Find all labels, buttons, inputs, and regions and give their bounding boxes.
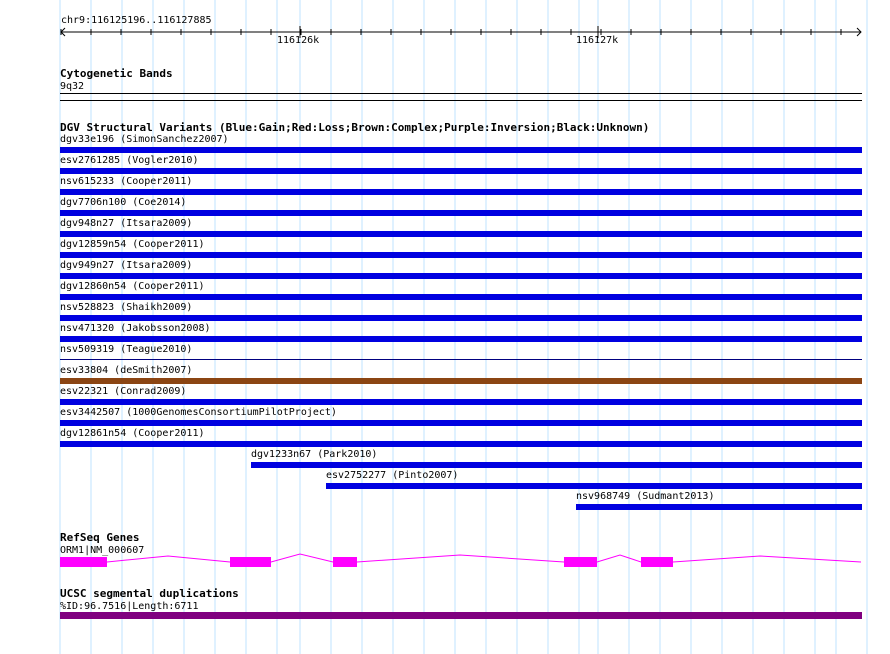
ruler-tick-label-2: 116127k xyxy=(576,35,619,46)
dgv-feature-bar[interactable] xyxy=(60,336,862,342)
dgv-feature-label: dgv12859n54 (Cooper2011) xyxy=(60,239,205,250)
segdup-track-title: UCSC segmental duplications xyxy=(60,587,239,600)
ruler-axis xyxy=(0,26,890,46)
exon-block xyxy=(333,557,357,567)
exon-block xyxy=(564,557,597,567)
dgv-feature-bar[interactable] xyxy=(60,231,862,237)
dgv-feature-bar[interactable] xyxy=(60,378,862,384)
exon-block xyxy=(641,557,673,567)
ruler-range-label: chr9:116125196..116127885 xyxy=(61,15,212,26)
ruler-tick-label-1: 116126k xyxy=(277,35,320,46)
dgv-track-title: DGV Structural Variants (Blue:Gain;Red:Loss;Brown:Complex;Purple:Inversion;Black:Unknown) xyxy=(60,121,650,134)
dgv-feature-label: dgv33e196 (SimonSanchez2007) xyxy=(60,134,229,145)
dgv-feature-label: nsv528823 (Shaikh2009) xyxy=(60,302,193,313)
dgv-feature-label: esv33804 (deSmith2007) xyxy=(60,365,193,376)
cyto-band-outline-bottom[interactable] xyxy=(60,100,862,101)
dgv-feature-bar[interactable] xyxy=(60,147,862,153)
exon-block xyxy=(230,557,271,567)
dgv-feature-bar[interactable] xyxy=(60,420,862,426)
dgv-feature-bar[interactable] xyxy=(60,168,862,174)
refseq-gene-model[interactable] xyxy=(0,552,890,572)
dgv-feature-label: nsv615233 (Cooper2011) xyxy=(60,176,193,187)
exon-block xyxy=(60,557,107,567)
dgv-feature-label: nsv968749 (Sudmant2013) xyxy=(576,491,715,502)
dgv-feature-bar[interactable] xyxy=(60,315,862,321)
dgv-feature-bar[interactable] xyxy=(60,252,862,258)
dgv-feature-bar[interactable] xyxy=(60,273,862,279)
dgv-feature-bar[interactable] xyxy=(60,399,862,405)
dgv-feature-label: nsv471320 (Jakobsson2008) xyxy=(60,323,211,334)
dgv-feature-label: dgv948n27 (Itsara2009) xyxy=(60,218,193,229)
dgv-feature-label: esv2761285 (Vogler2010) xyxy=(60,155,199,166)
dgv-feature-label: dgv12860n54 (Cooper2011) xyxy=(60,281,205,292)
dgv-feature-bar[interactable] xyxy=(576,504,862,510)
refseq-track-title: RefSeq Genes xyxy=(60,531,140,544)
dgv-feature-bar[interactable] xyxy=(60,210,862,216)
dgv-feature-label: dgv1233n67 (Park2010) xyxy=(251,449,378,460)
dgv-feature-label: esv22321 (Conrad2009) xyxy=(60,386,187,397)
dgv-feature-bar[interactable] xyxy=(60,441,862,447)
refseq-gene-label: ORM1|NM_000607 xyxy=(60,545,145,556)
cyto-track-title: Cytogenetic Bands xyxy=(60,67,173,80)
dgv-feature-bar[interactable] xyxy=(60,294,862,300)
dgv-feature-bar[interactable] xyxy=(326,483,862,489)
dgv-feature-bar[interactable] xyxy=(60,189,862,195)
dgv-feature-label: dgv12861n54 (Cooper2011) xyxy=(60,428,205,439)
segdup-feature-label: %ID:96.7516|Length:6711 xyxy=(60,601,199,612)
dgv-feature-label: nsv509319 (Teague2010) xyxy=(60,344,193,355)
dgv-feature-label: esv2752277 (Pinto2007) xyxy=(326,470,459,481)
cyto-band-label: 9q32 xyxy=(60,81,85,92)
segdup-feature-bar[interactable] xyxy=(60,612,862,619)
dgv-feature-label: esv3442507 (1000GenomesConsortiumPilotProject) xyxy=(60,407,337,418)
dgv-feature-bar[interactable] xyxy=(251,462,862,468)
dgv-feature-label: dgv7706n100 (Coe2014) xyxy=(60,197,187,208)
dgv-feature-label: dgv949n27 (Itsara2009) xyxy=(60,260,193,271)
cyto-band-outline-top xyxy=(60,93,862,94)
dgv-feature-bar[interactable] xyxy=(60,359,862,360)
